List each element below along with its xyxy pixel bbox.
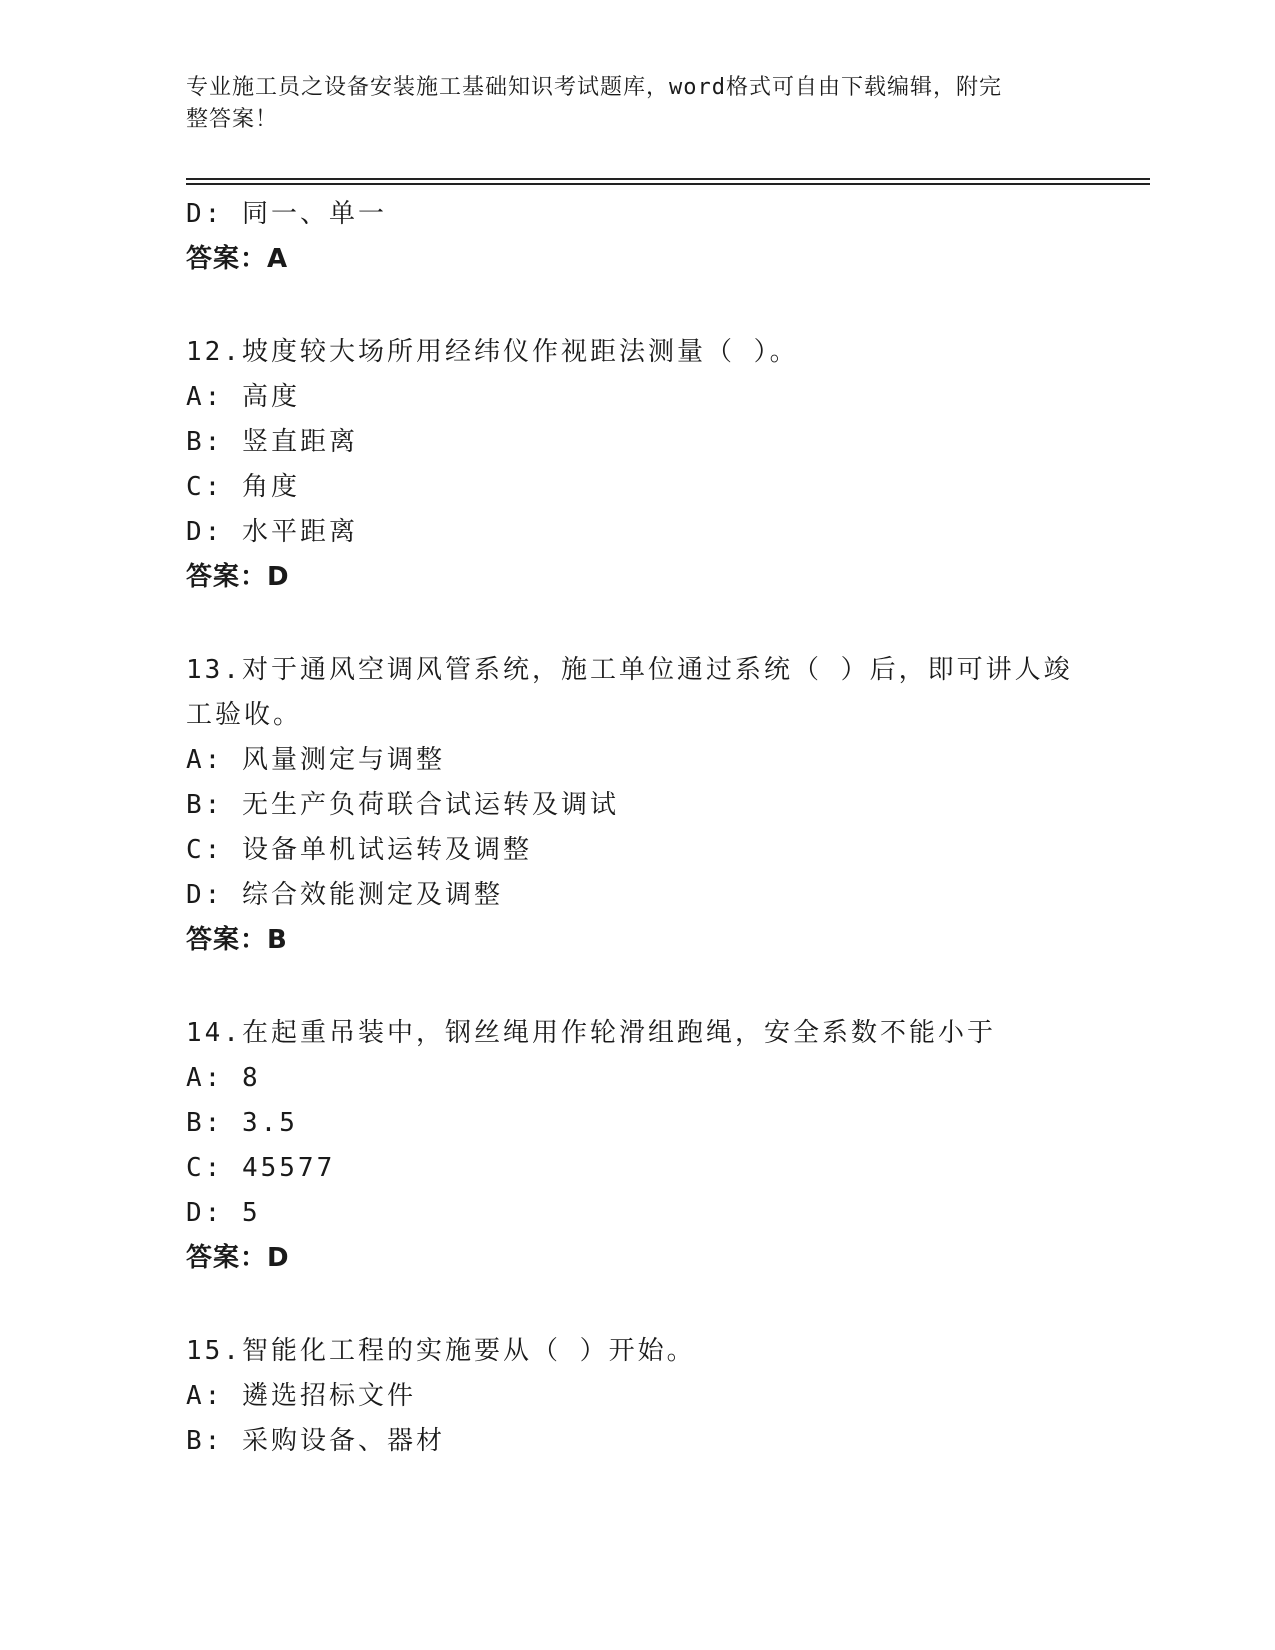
option-d: D: 同一、单一	[186, 199, 387, 229]
answer-label: 答案：D	[186, 1243, 290, 1273]
option-a: A: 遴选招标文件	[186, 1381, 416, 1411]
answer-label: 答案：A	[186, 244, 289, 274]
header-divider-bottom	[186, 183, 1150, 185]
answer-label: 答案：D	[186, 562, 290, 592]
question-13	[186, 648, 1106, 963]
option-d: D: 综合效能测定及调整	[186, 880, 503, 910]
option-b: B: 采购设备、器材	[186, 1426, 445, 1456]
question-stem: 14.在起重吊装中，钢丝绳用作轮滑组跑绳，安全系数不能小于	[186, 1018, 996, 1048]
question-list	[186, 192, 1106, 1464]
question-15	[186, 1329, 1106, 1464]
question-11-tail	[186, 192, 1106, 282]
question-stem: 12.坡度较大场所用经纬仪作视距法测量（ ）。	[186, 337, 799, 367]
option-a: A: 8	[186, 1063, 261, 1093]
header-line-1: 专业施工员之设备安装施工基础知识考试题库，word格式可自由下载编辑，附完	[186, 75, 1002, 100]
answer-label: 答案：B	[186, 925, 288, 955]
header-line-2: 整答案！	[186, 107, 279, 132]
option-b: B: 3.5	[186, 1108, 298, 1138]
question-12	[186, 330, 1106, 600]
option-c: C: 设备单机试运转及调整	[186, 835, 532, 865]
option-d: D: 水平距离	[186, 517, 358, 547]
question-stem: 15.智能化工程的实施要从（ ）开始。	[186, 1336, 696, 1366]
option-a: A: 高度	[186, 382, 300, 412]
option-c: C: 45577	[186, 1153, 336, 1183]
option-a: A: 风量测定与调整	[186, 745, 445, 775]
option-b: B: 无生产负荷联合试运转及调试	[186, 790, 619, 820]
option-c: C: 角度	[186, 472, 300, 502]
option-d: D: 5	[186, 1198, 261, 1228]
document-header	[186, 72, 1066, 136]
header-divider-top	[186, 178, 1150, 180]
question-stem-line-1: 13.对于通风空调风管系统，施工单位通过系统（ ）后，即可讲人竣	[186, 655, 1073, 685]
question-stem-line-2: 工验收。	[186, 700, 303, 730]
question-14	[186, 1011, 1106, 1281]
option-b: B: 竖直距离	[186, 427, 358, 457]
